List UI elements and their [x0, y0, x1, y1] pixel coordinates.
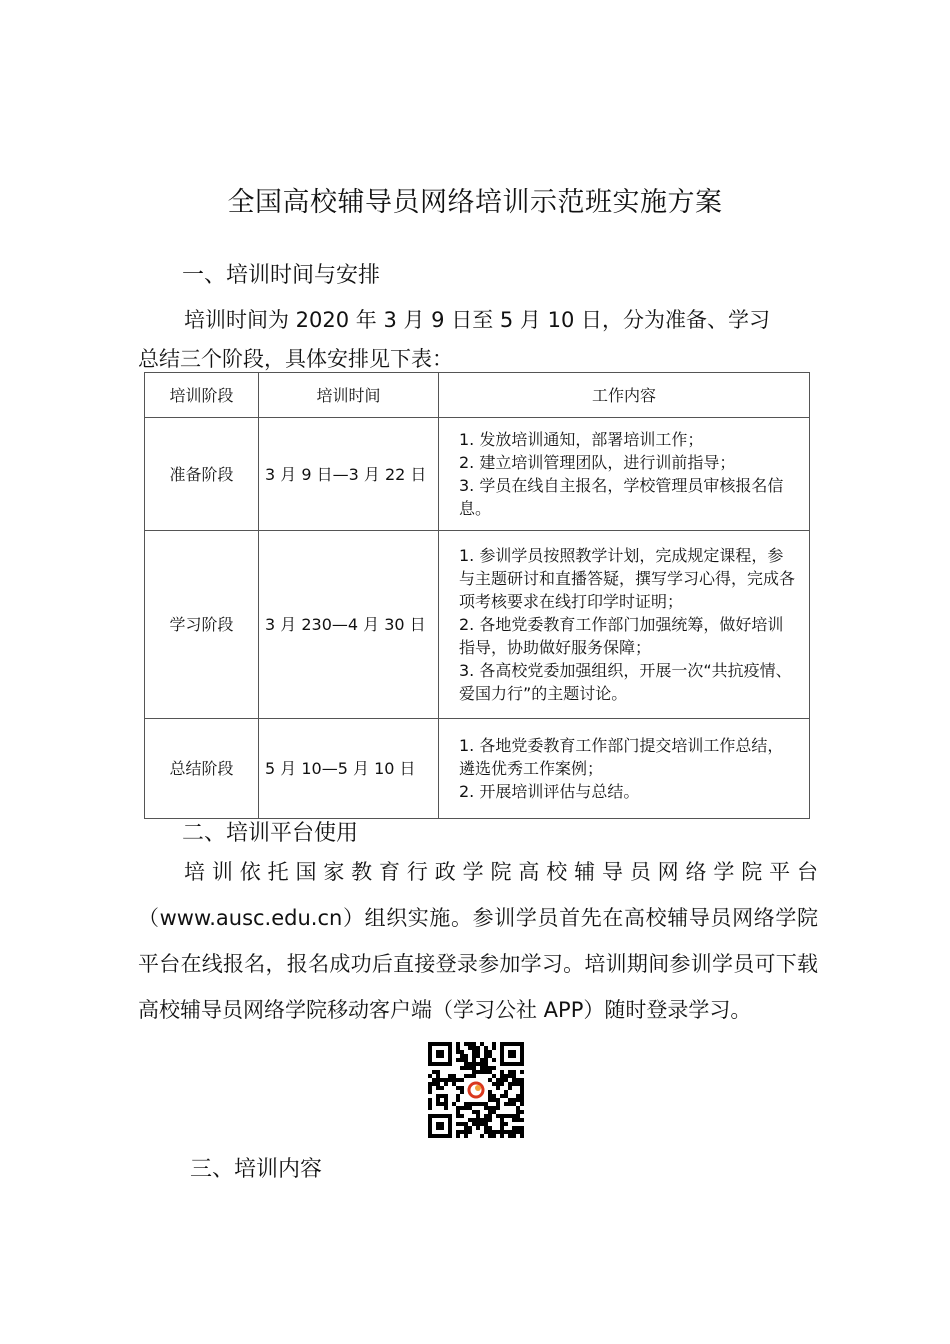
content-item: 2. 各地党委教育工作部门加强统筹，做好培训指导，协助做好服务保障； [459, 615, 784, 657]
section-heading-schedule: 一、培训时间与安排 [182, 263, 381, 288]
qr-logo [466, 1080, 486, 1100]
stage-cell: 准备阶段 [145, 418, 259, 531]
schedule-table [144, 372, 810, 819]
content-item: 3. 各高校党委加强组织，开展一次“共抗疫情、爱国力行”的主题讨论。 [459, 661, 792, 703]
time-cell: 3 月 230—4 月 30 日 [259, 531, 439, 719]
content-cell [439, 418, 810, 531]
content-item: 1. 各地党委教育工作部门提交培训工作总结，遴选优秀工作案例； [459, 736, 784, 778]
time-cell: 5 月 10—5 月 10 日 [259, 719, 439, 819]
schedule-intro-line-1: 培训时间为 2020 年 3 月 9 日至 5 月 10 日，分为准备、学习 [184, 308, 770, 332]
column-header-content: 工作内容 [439, 373, 810, 418]
content-cell [439, 719, 810, 819]
content-item: 3. 学员在线自主报名，学校管理员审核报名信息。 [459, 476, 784, 518]
content-item: 2. 建立培训管理团队，进行训前指导； [459, 453, 736, 472]
stage-cell: 总结阶段 [145, 719, 259, 819]
page-title: 全国高校辅导员网络培训示范班实施方案 [227, 187, 723, 218]
column-header-time: 培训时间 [259, 373, 439, 418]
content-item: 1. 参训学员按照教学计划，完成规定课程，参与主题研讨和直播答疑，撰写学习心得，完成各项考核要求在线打印学时证明； [459, 546, 796, 611]
content-item: 2. 开展培训评估与总结。 [459, 782, 640, 801]
section-heading-platform: 二、培训平台使用 [182, 821, 359, 846]
table-header-row [145, 373, 810, 418]
platform-paragraph: 培训依托国家教育行政学院高校辅导员网络学院平台（www.ausc.edu.cn）组织实施。参训学员首先在高校辅导员网络学院平台在线报名，报名成功后直接登录参加学习。培训期间参训学员可下载高校辅导员网络学院移动客户端（学习公社 APP）随时登录学习。 [138, 860, 818, 1022]
table-row [145, 719, 810, 819]
table-row [145, 418, 810, 531]
column-header-stage: 培训阶段 [145, 373, 259, 418]
table-row [145, 531, 810, 719]
time-cell: 3 月 9 日—3 月 22 日 [259, 418, 439, 531]
content-cell [439, 531, 810, 719]
section-heading-content: 三、培训内容 [190, 1157, 323, 1182]
stage-cell: 学习阶段 [145, 531, 259, 719]
content-item: 1. 发放培训通知，部署培训工作； [459, 430, 704, 449]
qr-code-icon [428, 1042, 524, 1138]
schedule-intro-line-2: 总结三个阶段，具体安排见下表： [138, 347, 453, 371]
